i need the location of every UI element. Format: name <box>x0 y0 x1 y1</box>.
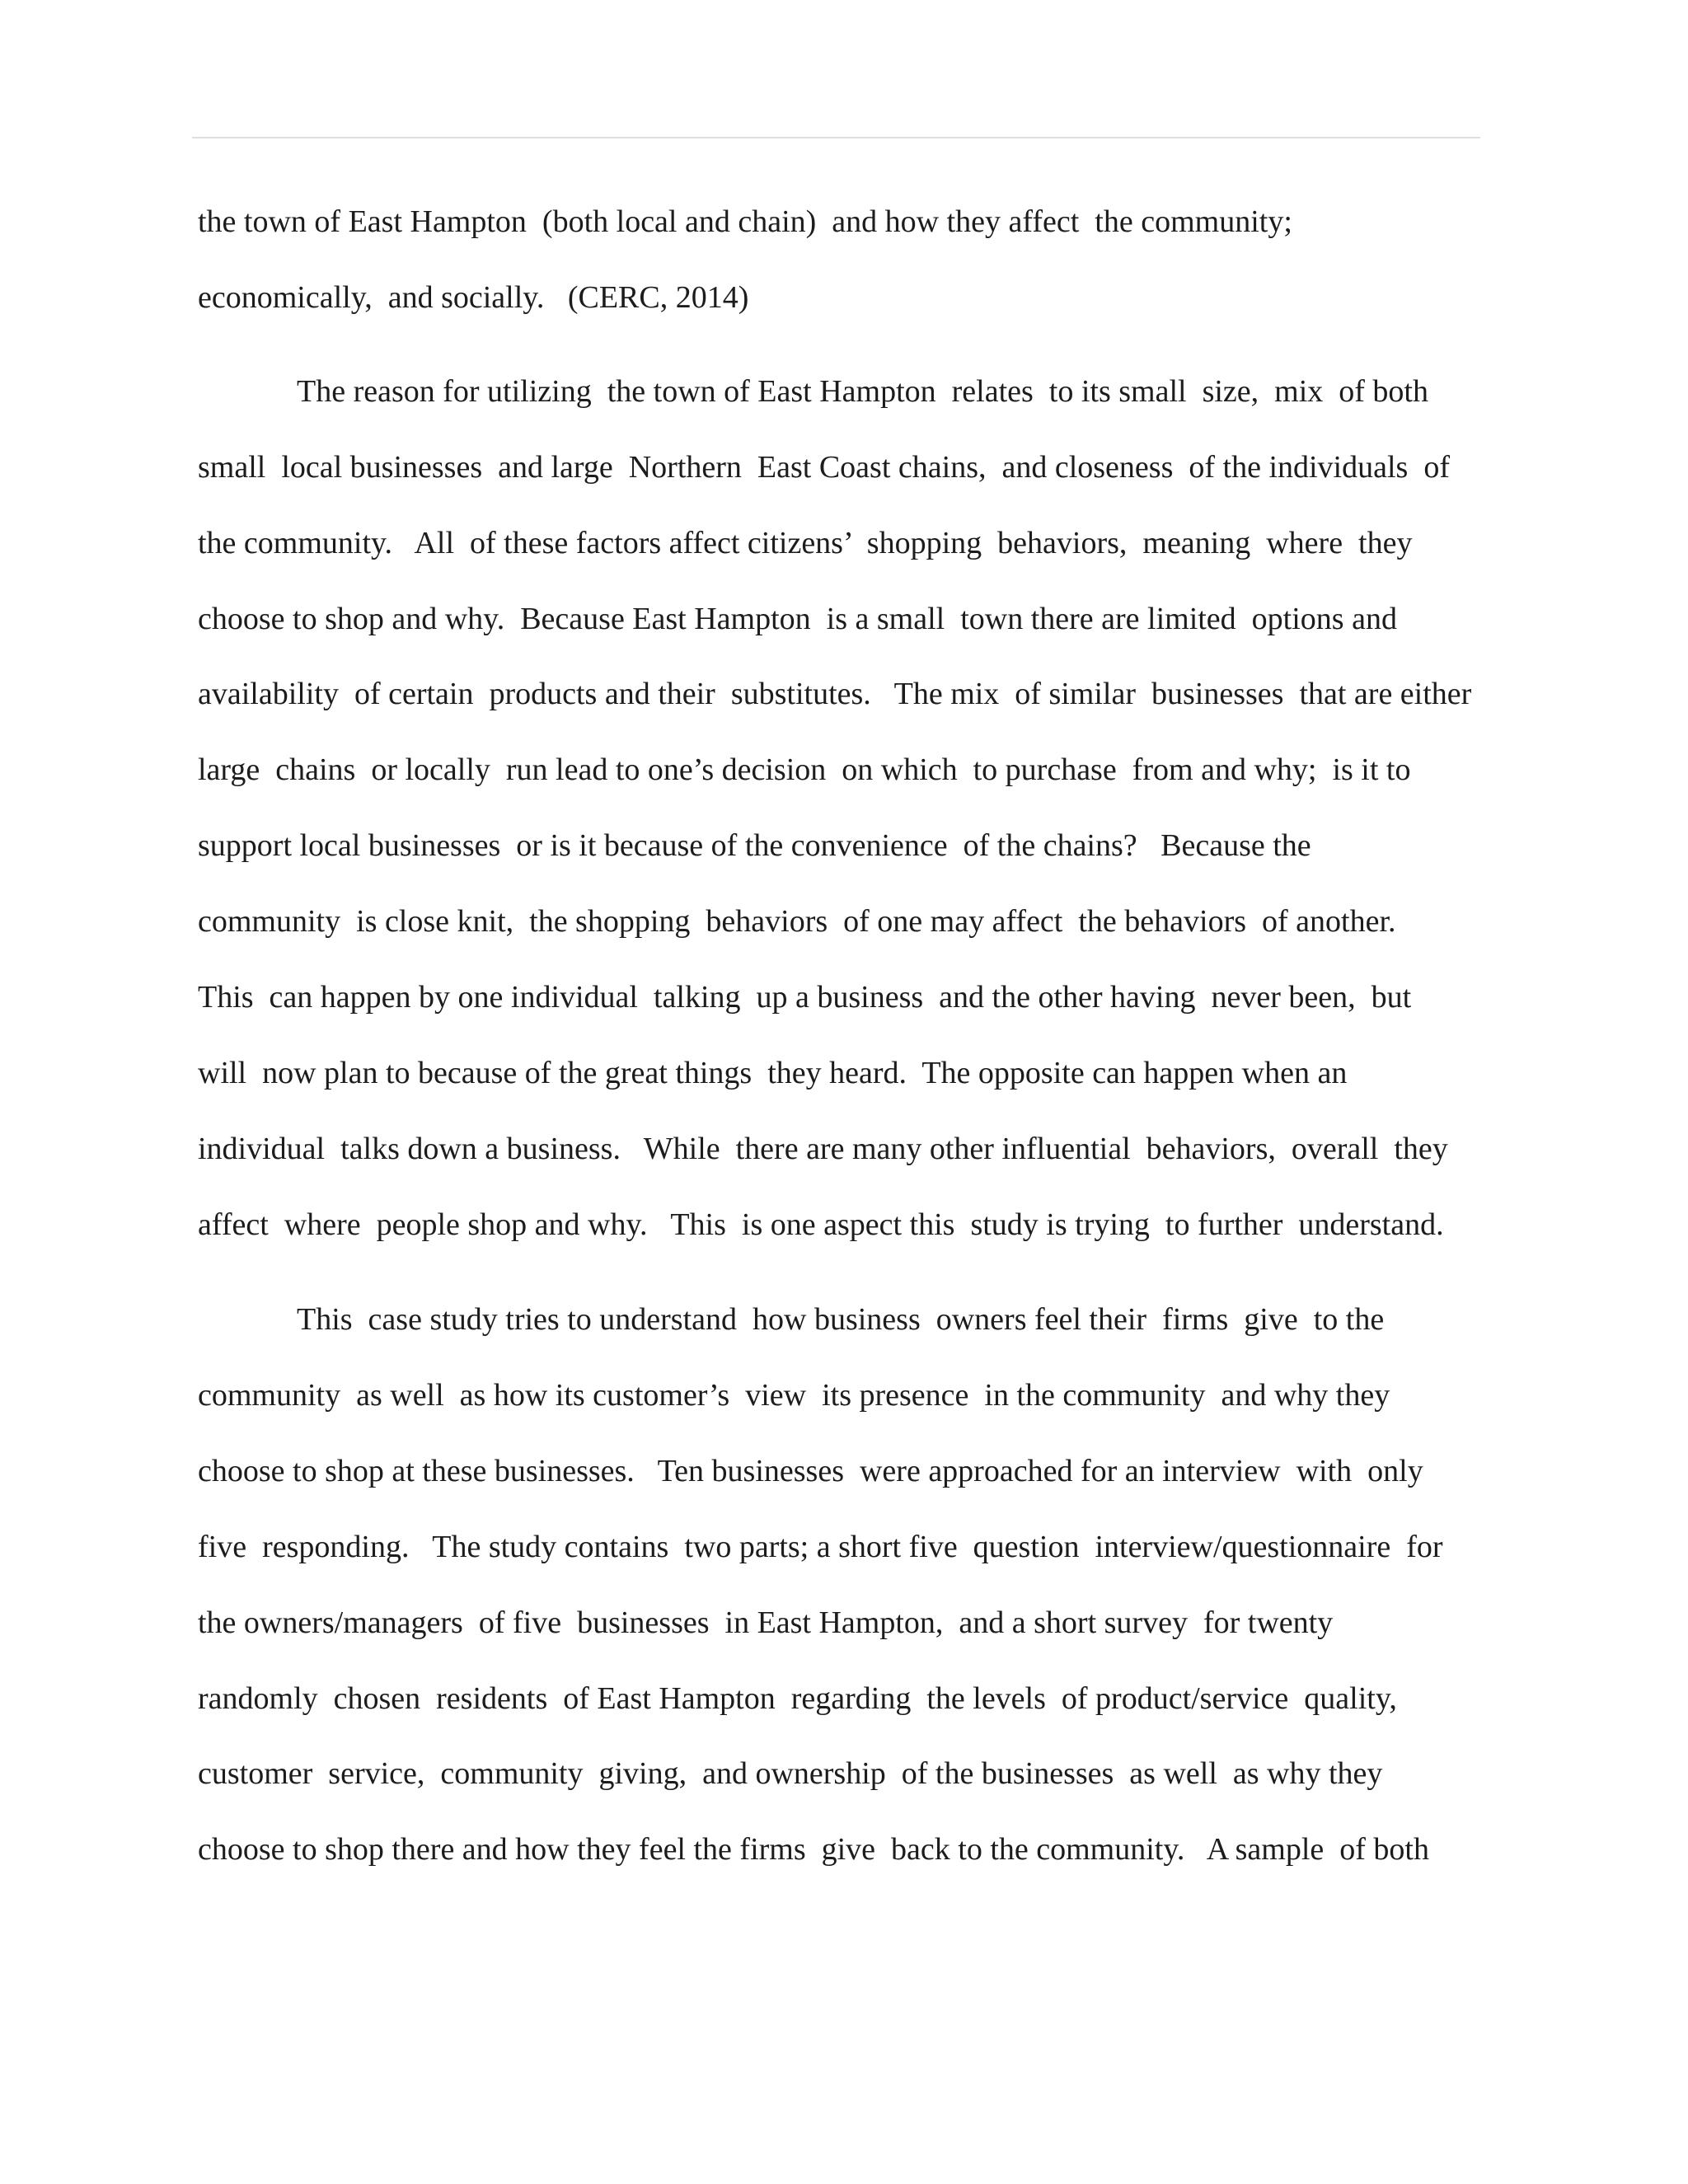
text-line: the owners/managers of five businesses in East Hampton, and a short survey for twenty <box>198 1605 1334 1640</box>
header-divider <box>192 137 1480 138</box>
text-line: This case study tries to understand how business owners feel their firms give to the <box>297 1302 1385 1337</box>
text-line: choose to shop and why. Because East Hampton is a small town there are limited options and <box>198 602 1397 636</box>
text-line: This can happen by one individual talking up a business and the other having never been, but <box>198 980 1412 1015</box>
text-line: affect where people shop and why. This is one aspect this study is trying to further understand. <box>198 1207 1444 1242</box>
text-line: five responding. The study contains two parts; a short five question interview/questionnaire for <box>198 1530 1443 1564</box>
text-line: large chains or locally run lead to one’s decision on which to purchase from and why; is it to <box>198 752 1411 787</box>
text-line: individual talks down a business. While there are many other influential behaviors, overall they <box>198 1132 1448 1166</box>
text-line: support local businesses or is it because of the convenience of the chains? Because the <box>198 828 1311 863</box>
text-line: choose to shop at these businesses. Ten businesses were approached for an interview with only <box>198 1454 1423 1488</box>
text-line: customer service, community giving, and ownership of the businesses as well as why they <box>198 1756 1383 1791</box>
text-line: community as well as how its customer’s view its presence in the community and why they <box>198 1378 1390 1413</box>
text-line: will now plan to because of the great things they heard. The opposite can happen when an <box>198 1056 1348 1090</box>
text-line: economically, and socially. (CERC, 2014) <box>198 280 749 315</box>
text-line: availability of certain products and their substitutes. The mix of similar businesses that are either <box>198 677 1472 711</box>
text-line: community is close knit, the shopping behaviors of one may affect the behaviors of another. <box>198 904 1396 939</box>
text-line: randomly chosen residents of East Hampton regarding the levels of product/service quality, <box>198 1681 1397 1716</box>
text-line: The reason for utilizing the town of East Hampton relates to its small size, mix of both <box>297 374 1428 409</box>
text-line: choose to shop there and how they feel the firms give back to the community. A sample of both <box>198 1832 1429 1867</box>
text-line: the town of East Hampton (both local and chain) and how they affect the community; <box>198 204 1292 239</box>
text-line: the community. All of these factors affect citizens’ shopping behaviors, meaning where they <box>198 526 1413 560</box>
text-line: small local businesses and large Northern East Coast chains, and closeness of the individuals of <box>198 450 1450 485</box>
